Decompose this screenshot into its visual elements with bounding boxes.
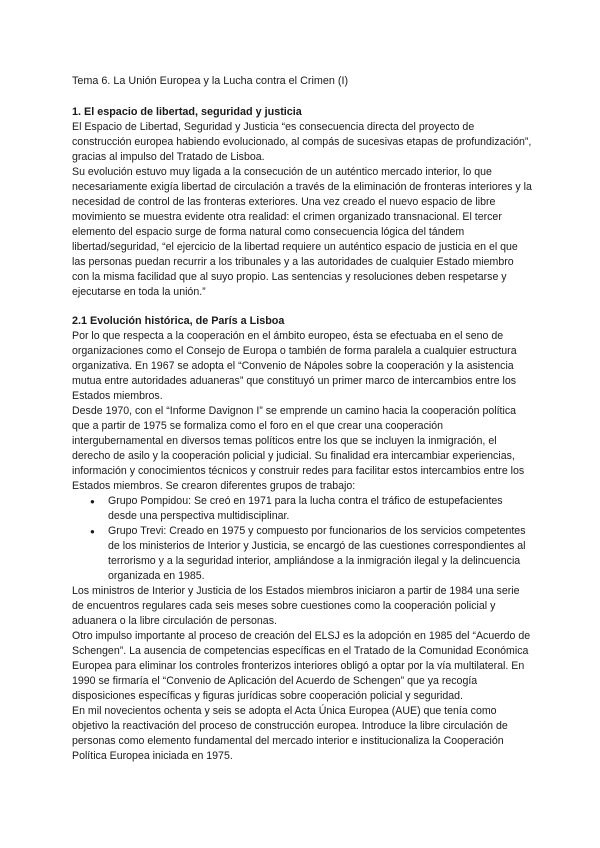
section-2-paragraph: Por lo que respecta a la cooperación en el ámbito europeo, ésta se efectuaba en el seno de organizaciones como el Consejo de Europa o también de forma paralela a cualquier estructura organizativa. En 1967 se adopta el “Convenio de Nápoles sobre la cooperación y la asistencia mutua entre autoridades aduaneras” que constituyó un primer marco de intercambios entre los Estados miembros. xyxy=(72,330,517,402)
document-title: Tema 6. La Unión Europea y la Lucha contra el Crimen (I) xyxy=(72,75,349,87)
section-1-paragraph: Su evolución estuvo muy ligada a la consecución de un auténtico mercado interior, lo que necesariamente exigía libertad de circulación a través de la eliminación de fronteras interiores y la necesidad de control de las fronteras exteriores. Una vez creado el nuevo espacio de libre movimiento se muestra evidente otra realidad: el crimen organizado transnacional. El tercer elemento del espacio surge de forma natural como consecuencia lógica del tándem libertad/seguridad, “el ejercicio de la libertad requiere un auténtico espacio de justicia en el que las personas puedan recurrir a los tribunales y a las autoridades de cualquier Estado miembro con la misma facilidad que al suyo propio. Las sentencias y resoluciones deben respetarse y ejecutarse en toda la unión.” xyxy=(72,166,532,298)
section-2-paragraph: Los ministros de Interior y Justicia de los Estados miembros iniciaron a partir de 1984 una serie de encuentros regulares cada seis meses sobre cuestiones como la cooperación policial y aduanera o la libre circulación de personas. xyxy=(72,585,520,627)
working-groups-list xyxy=(72,494,532,584)
list-item: ● Grupo Trevi: Creado en 1975 y compuesto por funcionarios de los servicios competentes de los ministerios de Interior y Justicia, se encargó de las cuestiones correspondientes al terrorismo y a la seguridad interior, ampliándose a la inmigración ilegal y la delincuencia organizada en 1985. xyxy=(108,524,532,584)
section-2-paragraph: Desde 1970, con el “Informe Davignon I” se emprende un camino hacia la cooperación política que a partir de 1975 se formaliza como el foro en el que crear una cooperación intergubernamental en diversos temas políticos entre los que se incluyen la inmigración, el derecho de asilo y la cooperación policial y judicial. Su finalidad era intercambiar experiencias, información y conocimientos técnicos y construir redes para facilitar estos intercambios entre los Estados miembros. Se crearon diferentes grupos de trabajo: xyxy=(72,405,525,492)
section-2-paragraph: Otro impulso importante al proceso de creación del ELSJ es la adopción en 1985 del “Acuerdo de Schengen”. La ausencia de competencias específicas en el Tratado de la Comunidad Económica Europea para eliminar los controles fronterizos interiores obligó a optar por la vía multilateral. En 1990 se firmaría el “Convenio de Aplicación del Acuerdo de Schengen” que ya recogía disposiciones específicas y figuras jurídicas sobre cooperación policial y seguridad. xyxy=(72,630,531,702)
list-item: ● Grupo Pompidou: Se creó en 1971 para la lucha contra el tráfico de estupefacientes desde una perspectiva multidisciplinar. xyxy=(108,494,532,524)
section-2-heading: 2.1 Evolución histórica, de París a Lisboa xyxy=(72,315,285,327)
section-2-paragraph: En mil novecientos ochenta y seis se adopta el Acta Única Europea (AUE) que tenía como objetivo la reactivación del proceso de construcción europea. Introduce la libre circulación de personas como elemento fundamental del mercado interior e institucionaliza la Cooperación Política Europea iniciada en 1975. xyxy=(72,705,508,762)
section-1-paragraph: El Espacio de Libertad, Seguridad y Justicia “es consecuencia directa del proyecto de construcción europea habiendo evolucionado, al compás de sucesivas etapas de profundización”, gracias al impulso del Tratado de Lisboa. xyxy=(72,121,532,163)
section-1-heading: 1. El espacio de libertad, seguridad y justicia xyxy=(72,106,302,118)
